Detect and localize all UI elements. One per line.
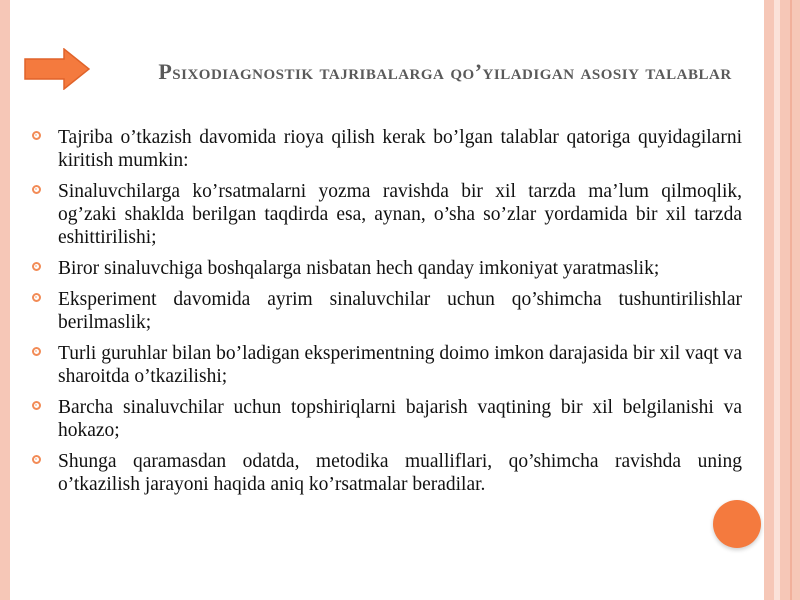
list-item-text: Eksperiment davomida ayrim sinaluvchilar uchun qo’shimcha tushuntirilishlar berilmaslik; <box>58 289 742 333</box>
list-item <box>30 396 742 442</box>
list-item-text: Tajriba o’tkazish davomida rioya qilish kerak bo’lgan talablar qatoriga quyidagilarni kiritish mumkin: <box>58 127 742 171</box>
right-arrow-icon <box>24 48 90 90</box>
ring-bullet-icon <box>32 347 41 356</box>
list-item-text: Sinaluvchilarga ko’rsatmalarni yozma ravishda bir xil tarzda ma’lum qilmoqlik, og’zaki shaklda berilgan taqdirda esa, aynan, o’sha so’zlar yordamida bir xil tarzda eshittirilishi; <box>58 181 742 248</box>
list-item-text: Biror sinaluvchiga boshqalarga nisbatan hech qanday imkoniyat yaratmaslik; <box>58 258 660 279</box>
slide-title: Psixodiagnostik tajribalarga qo’yiladigan asosiy talablar <box>158 59 732 84</box>
ring-bullet-icon <box>32 262 41 271</box>
ring-bullet-icon <box>32 401 41 410</box>
list-item <box>30 288 742 334</box>
ring-bullet-icon <box>32 455 41 464</box>
ring-bullet-icon <box>32 185 41 194</box>
right-frame-border <box>764 0 800 600</box>
list-item-text: Barcha sinaluvchilar uchun topshiriqlarni bajarish vaqtining bir xil belgilanishi va hokazo; <box>58 397 742 441</box>
right-frame-line <box>790 0 792 600</box>
list-item <box>30 126 742 172</box>
list-item-text: Turli guruhlar bilan bo’ladigan eksperimentning doimo imkon darajasida bir xil vaqt va sharoitda o’tkazilishi; <box>58 343 742 387</box>
ring-bullet-icon <box>32 293 41 302</box>
left-frame-border <box>0 0 10 600</box>
list-item <box>30 450 742 496</box>
list-item <box>30 342 742 388</box>
list-item-text: Shunga qaramasdan odatda, metodika mualliflari, qo’shimcha ravishda uning o’tkazilish jarayoni haqida aniq ko’rsatmalar beradilar. <box>58 451 742 495</box>
orange-circle-decoration <box>713 500 761 548</box>
right-frame-stripe <box>774 0 780 600</box>
list-item <box>30 257 742 280</box>
ring-bullet-icon <box>32 131 41 140</box>
list-item <box>30 180 742 249</box>
bullet-list <box>30 126 742 504</box>
